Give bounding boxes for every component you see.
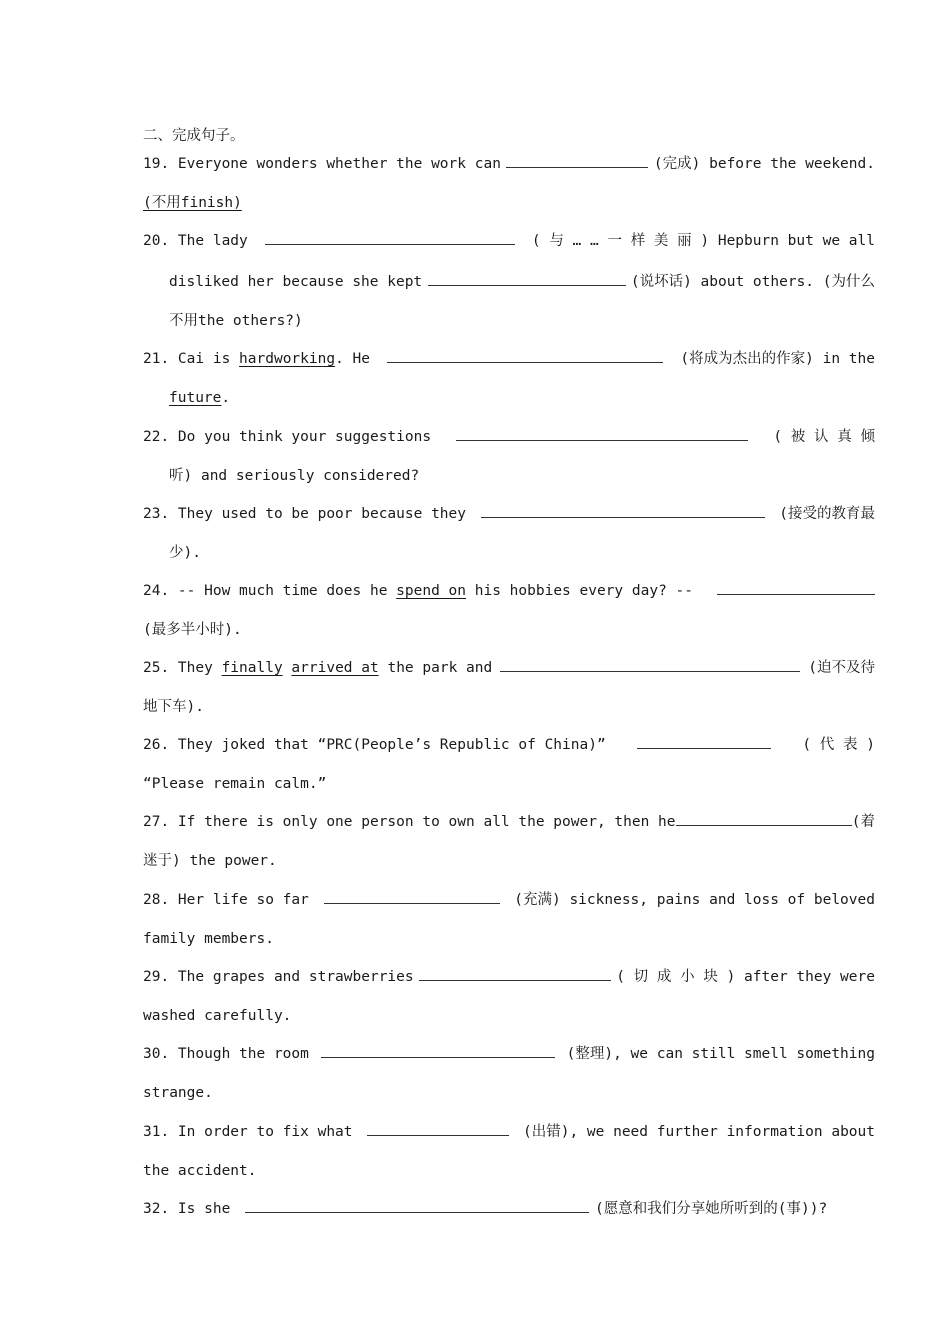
question-31: 31. In order to fix what (出错), we need further information about bbox=[143, 1120, 875, 1142]
question-28: 28. Her life so far (充满) sickness, pains and loss of beloved bbox=[143, 888, 875, 910]
answer-blank[interactable] bbox=[481, 502, 765, 518]
question-19: 19. Everyone wonders whether the work can (完成) before the weekend. bbox=[143, 152, 875, 174]
question-30-line2: strange. bbox=[143, 1085, 213, 1101]
question-20: 20. The lady ( 与 … … 一 样 美 丽 ) Hepburn but we all bbox=[143, 229, 875, 251]
answer-blank[interactable] bbox=[245, 1197, 589, 1213]
answer-blank[interactable] bbox=[456, 425, 748, 441]
question-32: 32. Is she (愿意和我们分享她所听到的(事))? bbox=[143, 1197, 827, 1219]
answer-blank[interactable] bbox=[428, 270, 626, 286]
answer-blank[interactable] bbox=[676, 810, 852, 826]
question-26-line2: “Please remain calm.” bbox=[143, 776, 327, 792]
question-27: 27. If there is only one person to own all the power, then he (着 bbox=[143, 810, 875, 832]
question-29-line2: washed carefully. bbox=[143, 1008, 292, 1024]
answer-blank[interactable] bbox=[324, 888, 500, 904]
question-23-line2: 少). bbox=[169, 545, 201, 561]
answer-blank[interactable] bbox=[500, 656, 800, 672]
question-29: 29. The grapes and strawberries ( 切 成 小 块 ) after they were bbox=[143, 965, 875, 987]
question-21-line2: future. bbox=[169, 390, 231, 406]
section-title: 二、完成句子。 bbox=[143, 128, 245, 144]
question-26: 26. They joked that “PRC(People’s Republic of China)” ( 代 表 ) bbox=[143, 733, 875, 755]
answer-blank[interactable] bbox=[637, 733, 771, 749]
question-28-line2: family members. bbox=[143, 931, 274, 947]
question-31-line2: the accident. bbox=[143, 1163, 257, 1179]
answer-blank[interactable] bbox=[717, 579, 875, 595]
question-22-line2: 听) and seriously considered? bbox=[169, 468, 420, 484]
answer-blank[interactable] bbox=[321, 1042, 555, 1058]
question-24-line2: (最多半小时). bbox=[143, 622, 242, 638]
question-24: 24. -- How much time does he spend on his hobbies every day? -- bbox=[143, 579, 875, 601]
answer-blank[interactable] bbox=[387, 347, 663, 363]
answer-blank[interactable] bbox=[419, 965, 611, 981]
question-19-note: (不用finish) bbox=[143, 195, 242, 211]
question-30: 30. Though the room (整理), we can still smell something bbox=[143, 1042, 875, 1064]
question-20-line2: disliked her because she kept (说坏话) about others. (为什么 bbox=[169, 270, 875, 292]
question-21: 21. Cai is hardworking. He (将成为杰出的作家) in the bbox=[143, 347, 875, 369]
question-20-line3: 不用the others?) bbox=[169, 313, 303, 329]
question-23: 23. They used to be poor because they (接受的教育最 bbox=[143, 502, 875, 524]
question-22: 22. Do you think your suggestions ( 被 认 真 倾 bbox=[143, 425, 875, 447]
answer-blank[interactable] bbox=[265, 229, 515, 245]
answer-blank[interactable] bbox=[367, 1120, 509, 1136]
question-25: 25. They finally arrived at the park and (迫不及待 bbox=[143, 656, 875, 678]
question-27-line2: 迷于) the power. bbox=[143, 853, 277, 869]
answer-blank[interactable] bbox=[506, 152, 648, 168]
question-25-line2: 地下车). bbox=[143, 699, 204, 715]
